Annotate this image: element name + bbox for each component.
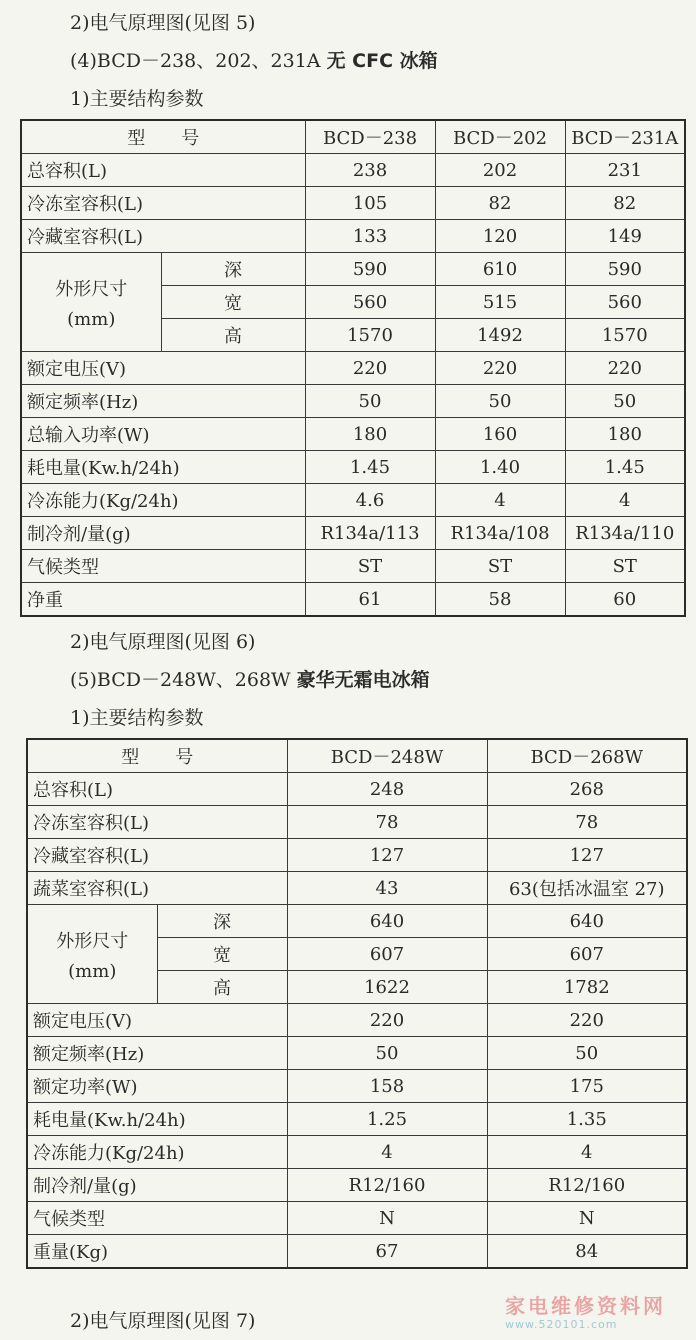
row-label: 重量(Kg) bbox=[27, 1235, 287, 1269]
value-cell: 82 bbox=[565, 187, 685, 220]
value-cell: 640 bbox=[287, 905, 487, 938]
row-label: 气候类型 bbox=[21, 550, 305, 583]
dimension-sub-label: 宽 bbox=[157, 938, 287, 971]
table-row bbox=[21, 418, 685, 451]
value-cell: 78 bbox=[487, 806, 687, 839]
value-cell: 560 bbox=[305, 286, 435, 319]
table-row bbox=[21, 253, 685, 286]
value-cell: 1782 bbox=[487, 971, 687, 1004]
value-cell: 133 bbox=[305, 220, 435, 253]
dimensions-unit-text: (mm) bbox=[68, 960, 117, 982]
value-cell: 127 bbox=[487, 839, 687, 872]
value-cell: 50 bbox=[435, 385, 565, 418]
value-cell: 58 bbox=[435, 583, 565, 617]
value-cell: 238 bbox=[305, 154, 435, 187]
value-cell: N bbox=[487, 1202, 687, 1235]
heading-bold-text: 无 CFC 冰箱 bbox=[326, 50, 438, 72]
table-row bbox=[21, 583, 685, 617]
value-cell: 180 bbox=[565, 418, 685, 451]
value-cell: 4.6 bbox=[305, 484, 435, 517]
table-row bbox=[21, 550, 685, 583]
value-cell: R134a/108 bbox=[435, 517, 565, 550]
value-cell: 220 bbox=[435, 352, 565, 385]
section-line-main-params-1: 1)主要结构参数 bbox=[70, 88, 204, 110]
value-cell: 158 bbox=[287, 1070, 487, 1103]
section-line-circuit-diagram-6: 2)电气原理图(见图 6) bbox=[70, 631, 256, 653]
value-cell: 231 bbox=[565, 154, 685, 187]
watermark-logo-text: 家电维修资料网 bbox=[505, 1294, 666, 1318]
value-cell: 1.45 bbox=[305, 451, 435, 484]
model-header-label: 型 号 bbox=[21, 120, 305, 154]
value-cell: 63(包括冰温室 27) bbox=[487, 872, 687, 905]
value-cell: 248 bbox=[287, 773, 487, 806]
value-cell: 4 bbox=[487, 1136, 687, 1169]
row-label: 冷藏室容积(L) bbox=[27, 839, 287, 872]
dimensions-unit-text: (mm) bbox=[67, 308, 116, 330]
value-cell: 607 bbox=[287, 938, 487, 971]
value-cell: ST bbox=[435, 550, 565, 583]
row-label: 冷冻室容积(L) bbox=[27, 806, 287, 839]
value-cell: 50 bbox=[305, 385, 435, 418]
row-label: 额定电压(V) bbox=[27, 1004, 287, 1037]
table-row bbox=[21, 484, 685, 517]
dimension-sub-label: 高 bbox=[157, 971, 287, 1004]
value-cell: 590 bbox=[565, 253, 685, 286]
section-heading-bcd-238 bbox=[70, 46, 438, 73]
value-cell: 640 bbox=[487, 905, 687, 938]
section-line-circuit-diagram-7: 2)电气原理图(见图 7) bbox=[70, 1310, 256, 1332]
row-label: 制冷剂/量(g) bbox=[21, 517, 305, 550]
section-line-circuit-diagram-5: 2)电气原理图(见图 5) bbox=[70, 12, 256, 34]
dimensions-label-text: 外形尺寸 bbox=[56, 930, 129, 952]
table-row bbox=[27, 1103, 687, 1136]
value-cell: 50 bbox=[487, 1037, 687, 1070]
value-cell: 1492 bbox=[435, 319, 565, 352]
value-cell: ST bbox=[305, 550, 435, 583]
table-row bbox=[21, 451, 685, 484]
watermark-url: www.520101.com bbox=[505, 1318, 618, 1331]
row-label: 制冷剂/量(g) bbox=[27, 1169, 287, 1202]
row-label: 冷冻能力(Kg/24h) bbox=[21, 484, 305, 517]
dimensions-label bbox=[21, 253, 161, 352]
value-cell: 220 bbox=[287, 1004, 487, 1037]
model-name-cell: BCD－231A bbox=[565, 120, 685, 154]
value-cell: ST bbox=[565, 550, 685, 583]
dimensions-label bbox=[27, 905, 157, 1004]
heading-bold-text: 豪华无霜电冰箱 bbox=[296, 669, 430, 691]
value-cell: R12/160 bbox=[487, 1169, 687, 1202]
model-name-cell: BCD－248W bbox=[287, 739, 487, 773]
row-label: 耗电量(Kw.h/24h) bbox=[27, 1103, 287, 1136]
table-row bbox=[21, 187, 685, 220]
row-label: 冷冻室容积(L) bbox=[21, 187, 305, 220]
table-row bbox=[27, 1202, 687, 1235]
table-row bbox=[27, 1169, 687, 1202]
value-cell: 610 bbox=[435, 253, 565, 286]
value-cell: 1622 bbox=[287, 971, 487, 1004]
value-cell: 1570 bbox=[305, 319, 435, 352]
model-header-label: 型 号 bbox=[27, 739, 287, 773]
value-cell: R134a/113 bbox=[305, 517, 435, 550]
row-label: 额定频率(Hz) bbox=[27, 1037, 287, 1070]
table-row bbox=[27, 1235, 687, 1269]
value-cell: 4 bbox=[565, 484, 685, 517]
value-cell: 202 bbox=[435, 154, 565, 187]
table-row bbox=[27, 905, 687, 938]
row-label: 总容积(L) bbox=[21, 154, 305, 187]
row-label: 总容积(L) bbox=[27, 773, 287, 806]
table-row bbox=[21, 517, 685, 550]
table-row bbox=[21, 385, 685, 418]
table-row bbox=[27, 1070, 687, 1103]
heading-model-text: (4)BCD－238、202、231A bbox=[70, 50, 327, 72]
table-row bbox=[27, 773, 687, 806]
table-row bbox=[27, 872, 687, 905]
dimension-sub-label: 高 bbox=[161, 319, 305, 352]
value-cell: 560 bbox=[565, 286, 685, 319]
header-row bbox=[21, 120, 685, 154]
value-cell: 60 bbox=[565, 583, 685, 617]
row-label: 耗电量(Kw.h/24h) bbox=[21, 451, 305, 484]
dimension-sub-label: 深 bbox=[157, 905, 287, 938]
value-cell: 1.25 bbox=[287, 1103, 487, 1136]
model-name-cell: BCD－268W bbox=[487, 739, 687, 773]
value-cell: 1.45 bbox=[565, 451, 685, 484]
table-row bbox=[21, 154, 685, 187]
value-cell: 515 bbox=[435, 286, 565, 319]
spec-table-1 bbox=[20, 119, 686, 617]
heading-model-text: (5)BCD－248W、268W bbox=[70, 669, 297, 691]
value-cell: 127 bbox=[287, 839, 487, 872]
value-cell: 175 bbox=[487, 1070, 687, 1103]
value-cell: R12/160 bbox=[287, 1169, 487, 1202]
dimensions-label-text: 外形尺寸 bbox=[55, 278, 128, 300]
row-label: 额定频率(Hz) bbox=[21, 385, 305, 418]
value-cell: R134a/110 bbox=[565, 517, 685, 550]
spec-table-2 bbox=[26, 738, 688, 1269]
value-cell: 220 bbox=[565, 352, 685, 385]
model-name-cell: BCD－202 bbox=[435, 120, 565, 154]
value-cell: 78 bbox=[287, 806, 487, 839]
table-row bbox=[27, 806, 687, 839]
row-label: 额定功率(W) bbox=[27, 1070, 287, 1103]
value-cell: 590 bbox=[305, 253, 435, 286]
value-cell: 84 bbox=[487, 1235, 687, 1269]
section-line-main-params-2: 1)主要结构参数 bbox=[70, 707, 204, 729]
value-cell: 61 bbox=[305, 583, 435, 617]
value-cell: 268 bbox=[487, 773, 687, 806]
value-cell: 1.40 bbox=[435, 451, 565, 484]
row-label: 气候类型 bbox=[27, 1202, 287, 1235]
header-row bbox=[27, 739, 687, 773]
value-cell: 1.35 bbox=[487, 1103, 687, 1136]
table-row bbox=[27, 1004, 687, 1037]
value-cell: 105 bbox=[305, 187, 435, 220]
value-cell: 180 bbox=[305, 418, 435, 451]
section-heading-bcd-248w bbox=[70, 665, 430, 692]
row-label: 冷藏室容积(L) bbox=[21, 220, 305, 253]
table-row bbox=[21, 220, 685, 253]
value-cell: 82 bbox=[435, 187, 565, 220]
value-cell: 67 bbox=[287, 1235, 487, 1269]
row-label: 净重 bbox=[21, 583, 305, 617]
dimension-sub-label: 宽 bbox=[161, 286, 305, 319]
value-cell: 43 bbox=[287, 872, 487, 905]
table-row bbox=[27, 1136, 687, 1169]
value-cell: 220 bbox=[487, 1004, 687, 1037]
row-label: 蔬菜室容积(L) bbox=[27, 872, 287, 905]
model-name-cell: BCD－238 bbox=[305, 120, 435, 154]
value-cell: 50 bbox=[565, 385, 685, 418]
value-cell: 4 bbox=[435, 484, 565, 517]
table-row bbox=[21, 352, 685, 385]
table-row bbox=[27, 839, 687, 872]
row-label: 冷冻能力(Kg/24h) bbox=[27, 1136, 287, 1169]
value-cell: N bbox=[287, 1202, 487, 1235]
value-cell: 149 bbox=[565, 220, 685, 253]
row-label: 总输入功率(W) bbox=[21, 418, 305, 451]
value-cell: 220 bbox=[305, 352, 435, 385]
value-cell: 1570 bbox=[565, 319, 685, 352]
value-cell: 607 bbox=[487, 938, 687, 971]
value-cell: 120 bbox=[435, 220, 565, 253]
value-cell: 4 bbox=[287, 1136, 487, 1169]
row-label: 额定电压(V) bbox=[21, 352, 305, 385]
value-cell: 50 bbox=[287, 1037, 487, 1070]
value-cell: 160 bbox=[435, 418, 565, 451]
dimension-sub-label: 深 bbox=[161, 253, 305, 286]
table-row bbox=[27, 1037, 687, 1070]
